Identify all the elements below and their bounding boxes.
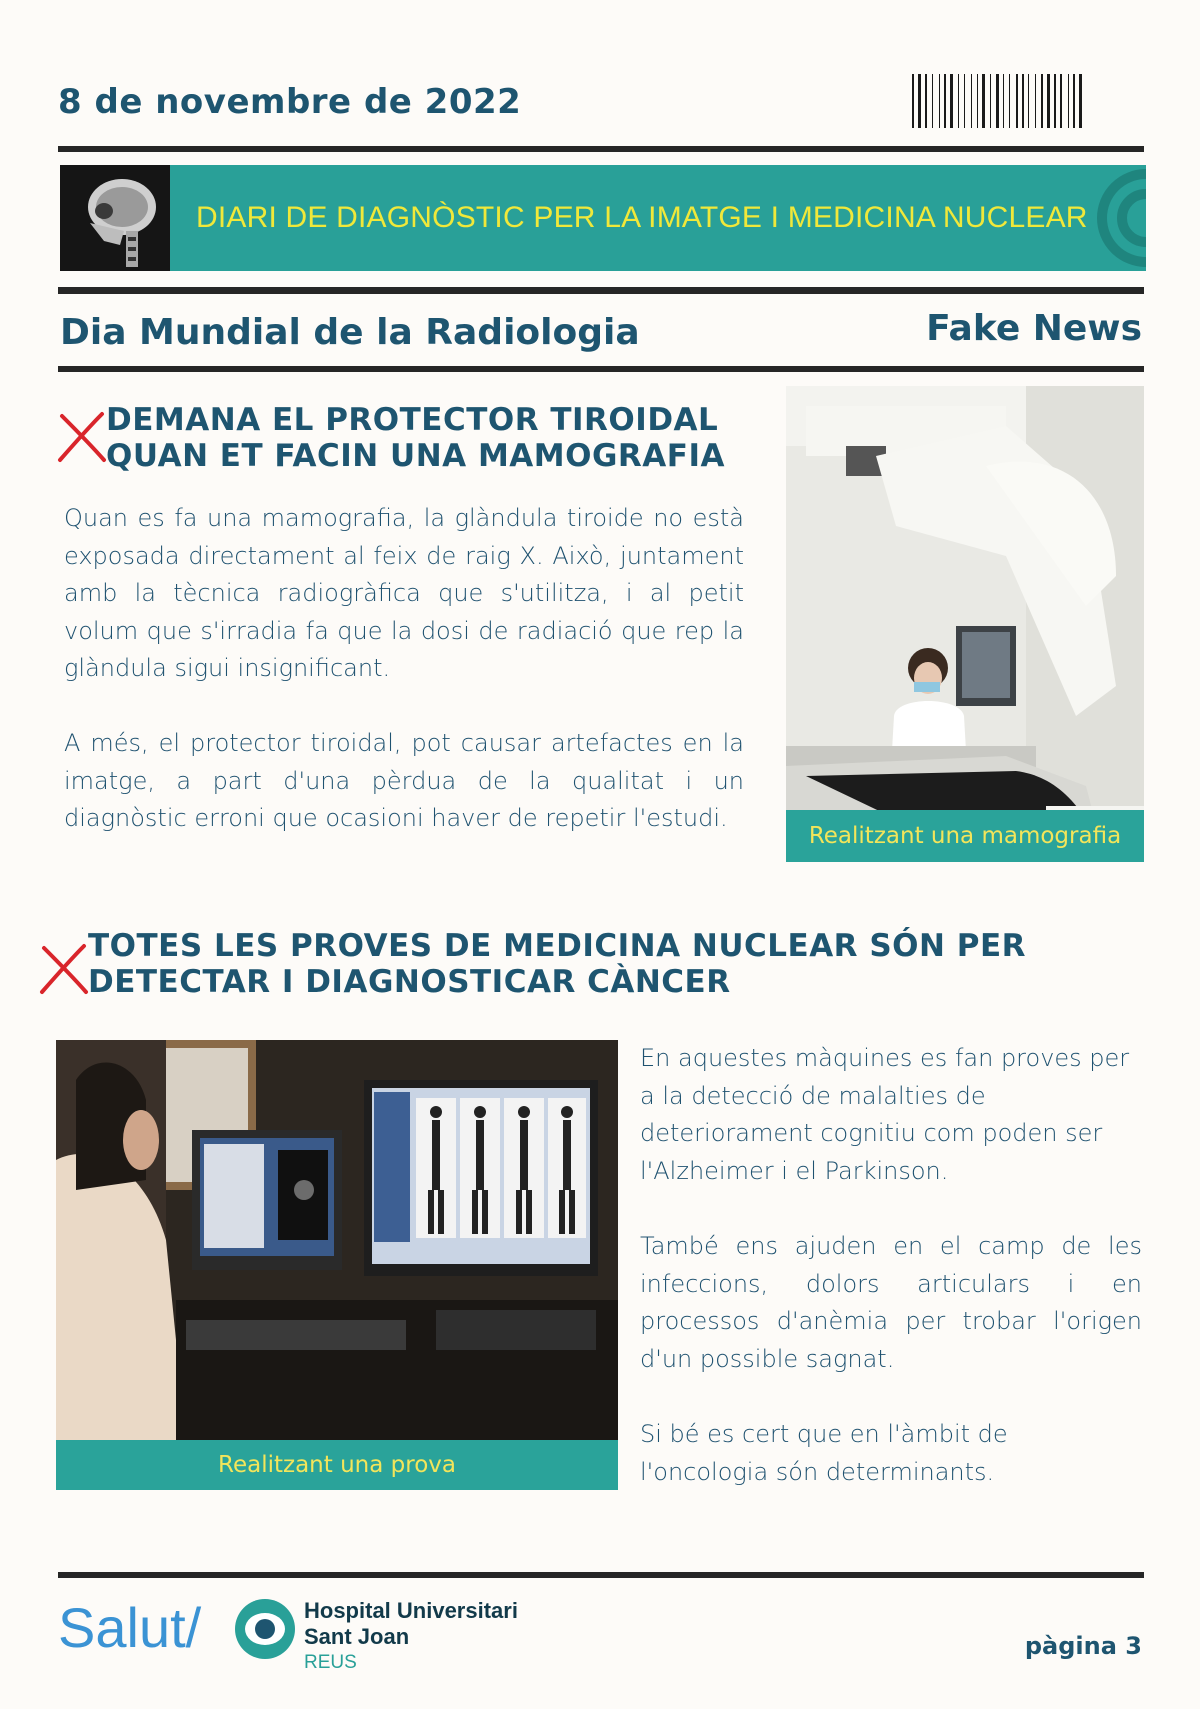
article1-photo-caption: Realitzant una mamografia <box>786 810 1144 862</box>
hospital-name-line2: Sant Joan <box>304 1624 410 1649</box>
barcode-bar <box>990 74 991 128</box>
salut-logo: Salut/ <box>58 1596 202 1659</box>
barcode-bar <box>977 74 978 128</box>
article2-headline-line2: DETECTAR I DIAGNOSTICAR CÀNCER <box>88 964 731 1000</box>
article2-headline-line1: TOTES LES PROVES DE MEDICINA NUCLEAR SÓN PER <box>88 928 1027 964</box>
banner-title: DIARI DE DIAGNÒSTIC PER LA IMATGE I MEDICINA NUCLEAR <box>196 201 1088 234</box>
barcode-bar <box>1060 74 1062 128</box>
article1-headline <box>106 402 725 474</box>
barcode-bar <box>996 74 999 128</box>
barcode-bar <box>950 74 953 128</box>
article2-paragraph1: En aquestes màquines es fan proves per a la detecció de malalties de deteriorament cognitiu com poden ser l'Alzheimer i el Parkinson. <box>640 1044 1130 1185</box>
section-tag: Fake News <box>926 308 1142 349</box>
article2-headline <box>88 928 1026 1000</box>
barcode-bar <box>1035 74 1036 128</box>
hospital-city: REUS <box>304 1652 357 1673</box>
article1-headline-line1: DEMANA EL PROTECTOR TIROIDAL <box>106 402 719 438</box>
barcode-bar <box>1079 74 1082 128</box>
page-number: pàgina 3 <box>1024 1632 1142 1660</box>
skull-xray-image <box>60 165 170 271</box>
article1-paragraph2: A més, el protector tiroidal, pot causar artefactes en la imatge, a part d'una pèrdua de la qualitat i un diagnòstic erroni que ocasioni haver de repetir l'estudi. <box>64 729 744 832</box>
hospital-name <box>304 1598 518 1650</box>
top-divider <box>58 146 1144 152</box>
barcode-bar <box>925 74 927 128</box>
barcode-bar <box>1047 74 1050 128</box>
section-title: Dia Mundial de la Radiologia <box>60 312 640 353</box>
barcode-bar <box>1009 74 1010 128</box>
barcode-bar <box>958 74 959 128</box>
cross-mark-icon <box>56 410 110 464</box>
barcode-bar <box>912 74 914 128</box>
issue-date: 8 de novembre de 2022 <box>58 82 522 122</box>
article1-headline-line2: QUAN ET FACIN UNA MAMOGRAFIA <box>106 438 725 474</box>
barcode-bar <box>1003 74 1004 128</box>
barcode-bar <box>1054 74 1056 128</box>
barcode-bar <box>932 74 933 128</box>
cross-mark-icon <box>38 942 92 996</box>
barcode-bar <box>1028 74 1029 128</box>
barcode-bar <box>939 74 940 128</box>
nuclear-medicine-photo-art <box>56 1040 618 1440</box>
barcode-bar <box>982 74 985 128</box>
barcode-bar <box>1068 74 1069 128</box>
article2-paragraph2: També ens ajuden en el camp de les infeccions, dolors articulars i en processos d'anèmia per trobar l'origen d'un possible sagnat. <box>640 1232 1142 1373</box>
nuclear-medicine-photo <box>56 1040 618 1490</box>
barcode-bar <box>1073 74 1075 128</box>
barcode-bar <box>918 74 921 128</box>
article2-photo-caption: Realitzant una prova <box>56 1440 618 1490</box>
barcode-bar <box>964 74 965 128</box>
barcode-bar <box>971 74 972 128</box>
hospital-name-line1: Hospital Universitari <box>304 1598 518 1623</box>
section-divider <box>58 366 1144 372</box>
barcode-icon <box>908 72 1142 130</box>
barcode-bar <box>944 74 946 128</box>
masthead-banner <box>60 165 1146 271</box>
barcode-bar <box>1022 74 1024 128</box>
mammography-photo-art <box>786 386 1144 862</box>
article2-paragraph3: Si bé es cert que en l'àmbit de l'oncologia són determinants. <box>640 1420 1008 1486</box>
mammography-photo <box>786 386 1144 862</box>
banner-divider <box>58 287 1144 294</box>
hospital-logo-icon <box>232 1596 298 1662</box>
barcode-bar <box>1016 74 1018 128</box>
article1-paragraph1: Quan es fa una mamografia, la glàndula tiroide no està exposada directament al feix de raig X. Això, juntament amb la tècnica radiogràfica que s'utilitza, i al petit volum que s'irradia fa que la dosi de radiació que rep la glàndula sigui insignificant. <box>64 504 744 682</box>
barcode-bar <box>1041 74 1043 128</box>
ring-decoration-icon <box>1090 165 1146 271</box>
footer-divider <box>58 1572 1144 1578</box>
